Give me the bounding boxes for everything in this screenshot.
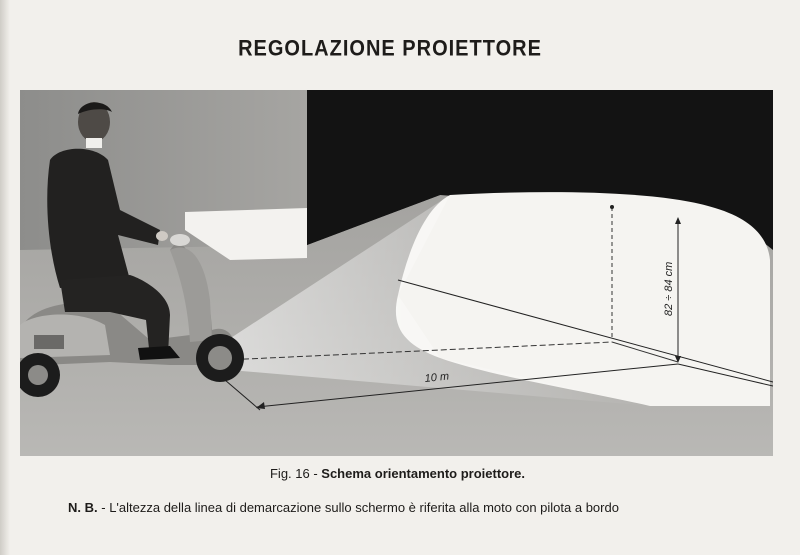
note-separator: - <box>97 500 110 515</box>
page-title: REGOLAZIONE PROIETTORE <box>238 36 542 62</box>
figure-number: Fig. 16 - <box>269 466 322 481</box>
figure-caption <box>0 466 795 481</box>
note-paragraph <box>68 500 619 515</box>
distance-label: 10 m <box>424 370 450 385</box>
height-reference-point <box>610 205 614 209</box>
note-label: N. B. <box>68 500 98 515</box>
height-label: 82 ÷ 84 cm <box>663 261 675 316</box>
note-text: L'altezza della linea di demarcazione sullo schermo è riferita alla moto con pilota a bordo <box>109 500 619 515</box>
figure-photo <box>20 90 773 456</box>
figure-caption-text: Schema orientamento proiettore. <box>321 466 525 481</box>
